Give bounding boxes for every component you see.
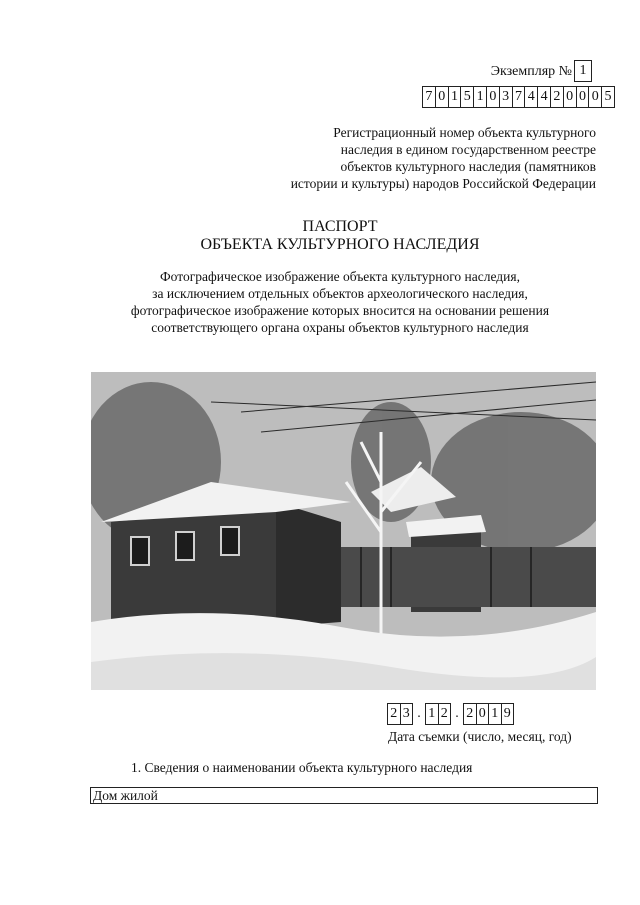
reg-digit: 0	[588, 86, 601, 108]
reg-digit: 0	[576, 86, 589, 108]
reg-digit: 7	[422, 86, 435, 108]
reg-digit: 3	[499, 86, 512, 108]
object-photo	[91, 372, 596, 690]
date-separator: .	[455, 706, 459, 721]
registration-number	[422, 86, 615, 108]
date-separator: .	[417, 706, 421, 721]
reg-digit: 7	[512, 86, 525, 108]
registration-note-line: объектов культурного наследия (памятников	[340, 159, 596, 174]
title-line-1: ПАСПОРТ	[302, 218, 378, 235]
photo-caption-line: за исключением отдельных объектов археологического наследия,	[152, 286, 528, 301]
registration-note	[266, 124, 596, 192]
date-digit: 2	[387, 703, 400, 725]
date-digit: 3	[400, 703, 414, 725]
title-line-2: ОБЪЕКТА КУЛЬТУРНОГО НАСЛЕДИЯ	[200, 236, 480, 253]
photo-caption-line: фотографическое изображение которых вносится на основании решения	[130, 303, 550, 318]
photo-caption-line: соответствующего органа охраны объектов культурного наследия	[151, 320, 529, 335]
reg-digit: 4	[524, 86, 537, 108]
shoot-date-caption: Дата съемки (число, месяц, год)	[388, 729, 572, 744]
section-1-heading: 1. Сведения о наименовании объекта культурного наследия	[131, 760, 473, 775]
reg-digit: 0	[563, 86, 576, 108]
document-title	[0, 218, 640, 254]
house-photo-image	[91, 372, 596, 690]
reg-digit: 0	[435, 86, 448, 108]
date-digit: 9	[501, 703, 515, 725]
reg-digit: 1	[448, 86, 461, 108]
date-digit: 0	[476, 703, 489, 725]
copy-number-label: Экземпляр №	[490, 64, 572, 79]
date-digit: 1	[425, 703, 438, 725]
registration-note-line: истории и культуры) народов Российской Федерации	[290, 176, 596, 191]
shoot-date	[387, 703, 514, 725]
reg-digit: 2	[550, 86, 563, 108]
object-name-field: Дом жилой	[90, 787, 598, 804]
photo-caption	[0, 268, 640, 336]
registration-note-line: Регистрационный номер объекта культурного	[333, 125, 596, 140]
reg-digit: 1	[473, 86, 486, 108]
photo-caption-line: Фотографическое изображение объекта культурного наследия,	[160, 269, 520, 284]
copy-number-box: 1	[574, 60, 592, 82]
reg-digit: 5	[460, 86, 473, 108]
reg-digit: 0	[486, 86, 499, 108]
date-digit: 2	[463, 703, 476, 725]
date-digit: 2	[438, 703, 452, 725]
registration-note-line: наследия в едином государственном реестре	[340, 142, 596, 157]
reg-digit: 4	[537, 86, 550, 108]
date-digit: 1	[488, 703, 501, 725]
reg-digit: 5	[601, 86, 615, 108]
